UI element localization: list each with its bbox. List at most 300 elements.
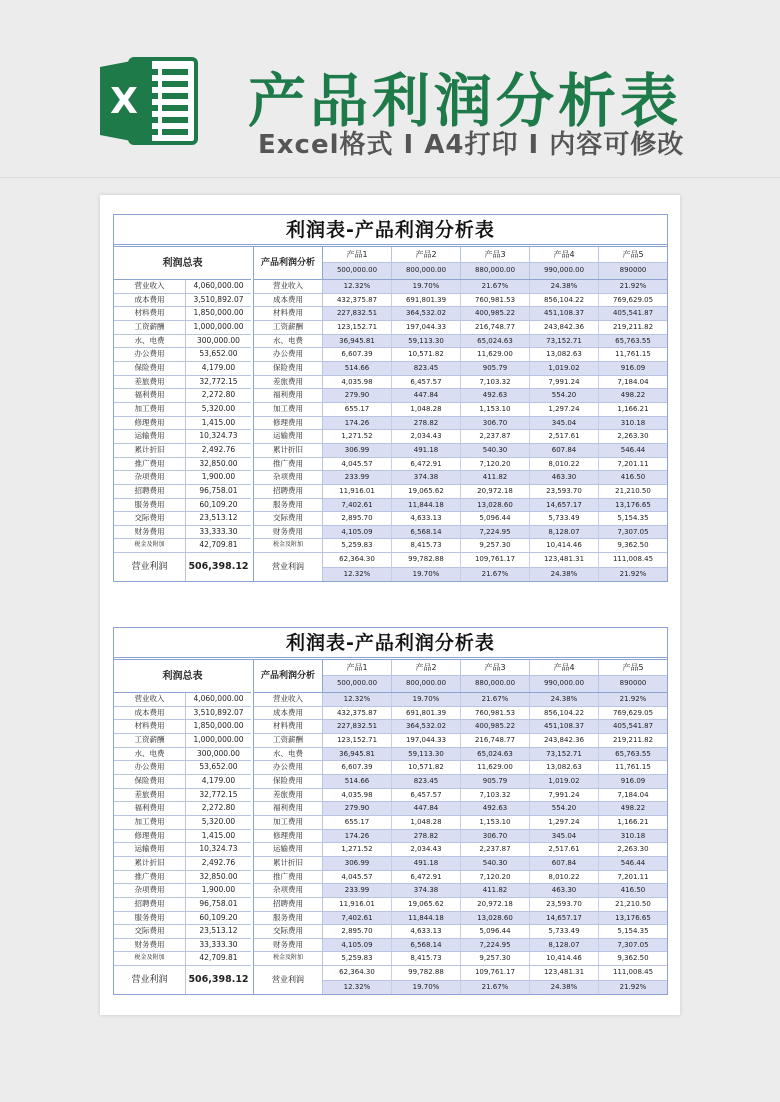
product-profit: 123,481.31 bbox=[543, 555, 585, 564]
product-profit-cell bbox=[323, 966, 392, 994]
table-title: 利润表-产品利润分析表 bbox=[114, 215, 667, 245]
product-row bbox=[254, 952, 667, 966]
product-row-value: 21.67% bbox=[461, 693, 530, 706]
product-row-label: 福利费用 bbox=[254, 802, 323, 815]
product-row-value: 374.38 bbox=[392, 471, 461, 484]
product-section bbox=[253, 660, 667, 994]
product-row-value: 823.45 bbox=[392, 775, 461, 788]
product-row-label: 杂项费用 bbox=[254, 471, 323, 484]
product-row-label: 成本费用 bbox=[254, 294, 323, 307]
header-divider bbox=[0, 177, 780, 178]
product-row-value: 546.44 bbox=[599, 857, 667, 870]
product-row-value: 6,607.39 bbox=[323, 761, 392, 774]
product-row-value: 2,263.30 bbox=[617, 432, 649, 441]
summary-row bbox=[114, 761, 251, 775]
product-row-value: 227,832.51 bbox=[323, 720, 392, 733]
product-row-value: 7,307.05 bbox=[599, 939, 667, 952]
summary-row bbox=[114, 539, 251, 553]
summary-row bbox=[114, 925, 251, 939]
summary-row-value: 1,850,000.00 bbox=[193, 308, 244, 318]
product-row bbox=[254, 748, 667, 762]
summary-row-value: 4,179.00 bbox=[201, 362, 236, 372]
summary-row-label: 推广费用 bbox=[114, 871, 186, 884]
product-row bbox=[254, 471, 667, 485]
product-row-value: 2,034.43 bbox=[392, 843, 461, 856]
product-row-label: 税金及附加 bbox=[254, 539, 323, 552]
summary-row-value: 32,772.15 bbox=[199, 789, 238, 799]
summary-row-value: 42,709.81 bbox=[199, 953, 238, 963]
summary-footer-label: 营业利润 bbox=[114, 553, 186, 581]
product-row-value: 19,065.62 bbox=[392, 898, 461, 911]
summary-row-value: 53,652.00 bbox=[199, 349, 238, 359]
product-row-value: 7,224.95 bbox=[461, 526, 530, 539]
table-grid bbox=[114, 660, 667, 994]
product-row-value: 21.92% bbox=[599, 693, 667, 706]
summary-header: 利润总表 bbox=[114, 660, 251, 693]
product-profit-cell bbox=[323, 553, 392, 581]
product-column bbox=[530, 247, 599, 279]
product-row-value: 491.18 bbox=[392, 857, 461, 870]
summary-row-label: 招聘费用 bbox=[114, 485, 186, 498]
summary-row-value: 1,000,000.00 bbox=[193, 321, 244, 331]
product-row-value: 21.67% bbox=[461, 280, 530, 293]
product-row-value: 174.26 bbox=[323, 830, 392, 843]
summary-row-label: 运输费用 bbox=[114, 843, 186, 856]
product-row-value: 7,120.20 bbox=[461, 871, 530, 884]
product-row-value: 400,985.22 bbox=[461, 307, 530, 320]
product-row-value: 14,657.17 bbox=[530, 499, 599, 512]
product-name: 产品1 bbox=[323, 660, 391, 676]
product-row-value: 10,414.46 bbox=[530, 952, 599, 965]
product-row bbox=[254, 307, 667, 321]
product-profit-rate: 21.92% bbox=[599, 567, 667, 582]
product-row-value: 416.50 bbox=[599, 471, 667, 484]
product-row-value: 5,259.83 bbox=[323, 952, 392, 965]
product-row-value: 8,128.07 bbox=[530, 526, 599, 539]
product-row-value: 4,633.13 bbox=[392, 925, 461, 938]
product-row bbox=[254, 761, 667, 775]
summary-row bbox=[114, 802, 251, 816]
product-row-value: 310.18 bbox=[599, 830, 667, 843]
svg-text:X: X bbox=[110, 81, 138, 122]
summary-row-label: 材料费用 bbox=[114, 307, 186, 320]
product-row-value: 219,211.82 bbox=[612, 735, 654, 744]
summary-row-value: 96,758.01 bbox=[199, 485, 238, 495]
product-name: 产品4 bbox=[530, 660, 598, 676]
product-row-value: 36,945.81 bbox=[323, 748, 392, 761]
product-row-value: 1,271.52 bbox=[323, 843, 392, 856]
summary-footer-value: 506,398.12 bbox=[188, 561, 249, 573]
summary-row bbox=[114, 376, 251, 390]
product-row-value: 216,748.77 bbox=[461, 734, 530, 747]
product-revenue: 500,000.00 bbox=[323, 676, 391, 692]
product-row bbox=[254, 403, 667, 417]
summary-row-value: 2,272.80 bbox=[201, 390, 236, 400]
summary-row bbox=[114, 471, 251, 485]
product-row-value: 7,184.04 bbox=[617, 790, 649, 799]
product-row-value: 905.79 bbox=[461, 775, 530, 788]
product-row-value: 6,472.91 bbox=[392, 458, 461, 471]
product-row bbox=[254, 335, 667, 349]
product-row-value: 2,263.30 bbox=[617, 845, 649, 854]
summary-row-label: 材料费用 bbox=[114, 720, 186, 733]
product-row-value: 540.30 bbox=[461, 857, 530, 870]
product-row-value: 11,844.18 bbox=[392, 912, 461, 925]
product-row-value: 197,044.33 bbox=[392, 734, 461, 747]
product-row-value: 5,096.44 bbox=[461, 512, 530, 525]
summary-row-value: 1,415.00 bbox=[201, 830, 236, 840]
product-profit: 109,761.17 bbox=[474, 968, 516, 977]
product-row-value: 9,257.30 bbox=[461, 952, 530, 965]
product-row-value: 447.84 bbox=[392, 802, 461, 815]
summary-row bbox=[114, 348, 251, 362]
product-row-value: 6,568.14 bbox=[392, 526, 461, 539]
summary-row-label: 财务费用 bbox=[114, 526, 186, 539]
summary-row-label: 交际费用 bbox=[114, 512, 186, 525]
product-row-value: 65,763.55 bbox=[599, 748, 667, 761]
summary-row bbox=[114, 526, 251, 540]
product-row-value: 11,916.01 bbox=[323, 485, 392, 498]
product-row-value: 7,991.24 bbox=[530, 376, 599, 389]
product-row bbox=[254, 830, 667, 844]
product-row-label: 营业收入 bbox=[254, 693, 323, 706]
product-revenue: 990,000.00 bbox=[530, 676, 598, 692]
product-row-value: 4,105.09 bbox=[323, 526, 392, 539]
product-row-label: 招聘费用 bbox=[254, 485, 323, 498]
product-row-value: 233.99 bbox=[323, 884, 392, 897]
product-row-value: 306.99 bbox=[323, 857, 392, 870]
summary-row-label: 累计折旧 bbox=[114, 857, 186, 870]
product-row-value: 655.17 bbox=[323, 816, 392, 829]
product-row-label: 材料费用 bbox=[254, 720, 323, 733]
product-row-value: 10,571.82 bbox=[392, 761, 461, 774]
product-row-value: 607.84 bbox=[530, 857, 599, 870]
product-row-value: 123,152.71 bbox=[323, 734, 392, 747]
summary-row-value: 1,850,000.00 bbox=[193, 721, 244, 731]
product-row-value: 2,034.43 bbox=[392, 430, 461, 443]
table-title: 利润表-产品利润分析表 bbox=[114, 628, 667, 658]
summary-row bbox=[114, 734, 251, 748]
product-row-value: 6,472.91 bbox=[392, 871, 461, 884]
product-row-value: 9,362.50 bbox=[617, 954, 649, 963]
product-row-value: 7,120.20 bbox=[461, 458, 530, 471]
product-header-title: 产品利润分析 bbox=[254, 247, 323, 279]
product-row-value: 227,832.51 bbox=[323, 307, 392, 320]
summary-row bbox=[114, 830, 251, 844]
summary-row-label: 营业收入 bbox=[114, 693, 186, 706]
product-row-value: 451,108.37 bbox=[530, 307, 599, 320]
product-row-value: 463.30 bbox=[530, 884, 599, 897]
summary-row-label: 差旅费用 bbox=[114, 376, 186, 389]
summary-row-label: 交际费用 bbox=[114, 925, 186, 938]
summary-row-value: 2,272.80 bbox=[201, 803, 236, 813]
product-row-value: 19.70% bbox=[392, 280, 461, 293]
product-row-value: 769,629.05 bbox=[612, 295, 654, 304]
excel-logo-icon bbox=[100, 55, 200, 147]
product-row-value: 411.82 bbox=[461, 471, 530, 484]
product-row-label: 累计折旧 bbox=[254, 444, 323, 457]
profit-table-1 bbox=[113, 214, 668, 582]
product-row-value: 1,297.24 bbox=[530, 403, 599, 416]
product-row-value: 492.63 bbox=[461, 802, 530, 815]
product-column bbox=[461, 660, 530, 692]
product-row-label: 水、电费 bbox=[254, 748, 323, 761]
product-row-value: 405,541.87 bbox=[599, 307, 667, 320]
product-row bbox=[254, 512, 667, 526]
product-row-value: 23,593.70 bbox=[530, 898, 599, 911]
product-row-value: 13,176.65 bbox=[599, 912, 667, 925]
product-row-value: 498.22 bbox=[599, 802, 667, 815]
product-column bbox=[599, 660, 667, 692]
product-row-label: 运输费用 bbox=[254, 430, 323, 443]
product-row bbox=[254, 898, 667, 912]
product-row-value: 65,024.63 bbox=[461, 748, 530, 761]
product-row bbox=[254, 280, 667, 294]
product-row bbox=[254, 348, 667, 362]
product-profit-cell bbox=[599, 553, 667, 581]
product-row-value: 13,028.60 bbox=[461, 499, 530, 512]
product-name: 产品3 bbox=[461, 660, 529, 676]
product-header bbox=[254, 247, 667, 280]
summary-row-label: 累计折旧 bbox=[114, 444, 186, 457]
product-row-value: 7,103.32 bbox=[461, 376, 530, 389]
product-row bbox=[254, 294, 667, 308]
product-name: 产品2 bbox=[392, 247, 460, 263]
product-row-label: 服务费用 bbox=[254, 499, 323, 512]
product-row-value: 219,211.82 bbox=[612, 322, 654, 331]
summary-row-value: 32,772.15 bbox=[199, 376, 238, 386]
summary-row-value: 32,850.00 bbox=[199, 458, 238, 468]
product-row-value: 8,010.22 bbox=[530, 871, 599, 884]
product-revenue: 880,000.00 bbox=[461, 676, 529, 692]
product-column bbox=[530, 660, 599, 692]
summary-row-value: 4,060,000.00 bbox=[193, 281, 244, 290]
product-profit-rate: 21.92% bbox=[599, 980, 667, 995]
product-column bbox=[461, 247, 530, 279]
summary-row bbox=[114, 748, 251, 762]
summary-rows bbox=[114, 280, 251, 553]
product-row-value: 10,571.82 bbox=[392, 348, 461, 361]
product-column bbox=[323, 660, 392, 692]
summary-row-value: 10,324.73 bbox=[199, 844, 238, 854]
summary-row-value: 1,900.00 bbox=[201, 885, 236, 895]
product-row-label: 推广费用 bbox=[254, 871, 323, 884]
summary-row-label: 福利费用 bbox=[114, 389, 186, 402]
product-revenue: 500,000.00 bbox=[323, 263, 391, 279]
summary-row bbox=[114, 444, 251, 458]
product-profit: 111,008.45 bbox=[612, 968, 654, 977]
product-name: 产品2 bbox=[392, 660, 460, 676]
product-row-value: 21,210.50 bbox=[615, 486, 651, 495]
product-row bbox=[254, 321, 667, 335]
product-row-value: 13,082.63 bbox=[530, 761, 599, 774]
product-profit: 62,364.30 bbox=[339, 968, 375, 977]
product-row bbox=[254, 884, 667, 898]
product-row-value: 607.84 bbox=[530, 444, 599, 457]
product-row-label: 营业收入 bbox=[254, 280, 323, 293]
summary-row-value: 4,060,000.00 bbox=[193, 694, 244, 703]
summary-row-value: 33,333.30 bbox=[199, 526, 238, 536]
product-row-label: 累计折旧 bbox=[254, 857, 323, 870]
summary-row bbox=[114, 307, 251, 321]
product-row-value: 197,044.33 bbox=[392, 321, 461, 334]
product-revenue: 800,000.00 bbox=[392, 263, 460, 279]
summary-row-label: 加工费用 bbox=[114, 403, 186, 416]
product-row bbox=[254, 707, 667, 721]
product-profit-rate: 21.67% bbox=[461, 567, 529, 582]
product-row-value: 4,105.09 bbox=[323, 939, 392, 952]
product-profit: 109,761.17 bbox=[474, 555, 516, 564]
product-row-value: 856,104.22 bbox=[530, 294, 599, 307]
summary-row bbox=[114, 280, 251, 294]
summary-row bbox=[114, 775, 251, 789]
summary-footer-value: 506,398.12 bbox=[188, 974, 249, 986]
summary-row-value: 3,510,892.07 bbox=[193, 294, 244, 304]
summary-row-label: 服务费用 bbox=[114, 499, 186, 512]
product-row-value: 7,184.04 bbox=[617, 377, 649, 386]
product-rows bbox=[254, 693, 667, 966]
summary-row bbox=[114, 403, 251, 417]
product-row-value: 11,761.15 bbox=[615, 763, 651, 772]
product-row-value: 498.22 bbox=[599, 389, 667, 402]
product-row-value: 2,517.61 bbox=[530, 843, 599, 856]
product-row-value: 279.90 bbox=[323, 802, 392, 815]
product-row-label: 财务费用 bbox=[254, 526, 323, 539]
product-row-label: 工资薪酬 bbox=[254, 321, 323, 334]
product-row-value: 12.32% bbox=[323, 693, 392, 706]
summary-row bbox=[114, 458, 251, 472]
product-row-label: 工资薪酬 bbox=[254, 734, 323, 747]
product-row-value: 1,153.10 bbox=[461, 816, 530, 829]
summary-row bbox=[114, 294, 251, 308]
summary-row bbox=[114, 912, 251, 926]
product-row-value: 554.20 bbox=[530, 389, 599, 402]
product-row-value: 823.45 bbox=[392, 362, 461, 375]
product-revenue: 890000 bbox=[599, 263, 667, 279]
summary-section bbox=[114, 660, 253, 994]
summary-footer bbox=[114, 966, 251, 994]
product-row-label: 加工费用 bbox=[254, 403, 323, 416]
product-row-value: 73,152.71 bbox=[530, 748, 599, 761]
product-row-value: 24.38% bbox=[530, 693, 599, 706]
product-row-value: 411.82 bbox=[461, 884, 530, 897]
product-revenue: 800,000.00 bbox=[392, 676, 460, 692]
summary-row bbox=[114, 857, 251, 871]
product-footer bbox=[254, 966, 667, 994]
product-row-value: 655.17 bbox=[323, 403, 392, 416]
product-row-value: 546.44 bbox=[599, 444, 667, 457]
product-name: 产品1 bbox=[323, 247, 391, 263]
product-row-value: 364,532.02 bbox=[392, 307, 461, 320]
product-row-value: 2,517.61 bbox=[530, 430, 599, 443]
product-row-value: 23,593.70 bbox=[530, 485, 599, 498]
product-row-value: 4,045.57 bbox=[323, 871, 392, 884]
product-row bbox=[254, 939, 667, 953]
product-row-value: 4,035.98 bbox=[323, 376, 392, 389]
summary-row-label: 工资薪酬 bbox=[114, 321, 186, 334]
summary-row-label: 加工费用 bbox=[114, 816, 186, 829]
product-profit: 111,008.45 bbox=[612, 555, 654, 564]
product-profit-cell bbox=[461, 966, 530, 994]
product-row-label: 服务费用 bbox=[254, 912, 323, 925]
product-row-value: 11,844.18 bbox=[392, 499, 461, 512]
product-row bbox=[254, 539, 667, 553]
product-row bbox=[254, 871, 667, 885]
summary-header: 利润总表 bbox=[114, 247, 251, 280]
product-row-value: 6,607.39 bbox=[323, 348, 392, 361]
product-row-label: 运输费用 bbox=[254, 843, 323, 856]
document-sheet bbox=[100, 195, 680, 1015]
summary-row-label: 修理费用 bbox=[114, 417, 186, 430]
product-row-value: 8,128.07 bbox=[530, 939, 599, 952]
product-row bbox=[254, 925, 667, 939]
summary-row-label: 水、电费 bbox=[114, 335, 186, 348]
product-row-value: 7,402.61 bbox=[323, 499, 392, 512]
product-row-value: 7,201.11 bbox=[617, 872, 649, 881]
product-profit-cell bbox=[392, 553, 461, 581]
summary-row-label: 杂项费用 bbox=[114, 884, 186, 897]
product-name: 产品3 bbox=[461, 247, 529, 263]
product-row bbox=[254, 376, 667, 390]
product-row bbox=[254, 430, 667, 444]
product-row-value: 20,972.18 bbox=[461, 485, 530, 498]
summary-row-value: 1,000,000.00 bbox=[193, 734, 244, 744]
summary-row-label: 保险费用 bbox=[114, 775, 186, 788]
page-subtitle: Excel格式 I A4打印 I 内容可修改 bbox=[258, 130, 685, 160]
product-row-value: 5,733.49 bbox=[530, 512, 599, 525]
product-row-value: 5,154.35 bbox=[617, 927, 649, 936]
summary-row-value: 23,513.12 bbox=[199, 513, 238, 523]
product-row-value: 19.70% bbox=[392, 693, 461, 706]
product-row-value: 7,307.05 bbox=[599, 526, 667, 539]
product-row-label: 加工费用 bbox=[254, 816, 323, 829]
summary-row-label: 福利费用 bbox=[114, 802, 186, 815]
product-row bbox=[254, 444, 667, 458]
product-profit-rate: 19.70% bbox=[392, 567, 460, 582]
product-row-label: 差旅费用 bbox=[254, 376, 323, 389]
product-row-value: 1,019.02 bbox=[530, 775, 599, 788]
product-row bbox=[254, 843, 667, 857]
summary-row bbox=[114, 335, 251, 349]
summary-row-label: 成本费用 bbox=[114, 707, 186, 720]
product-row-value: 345.04 bbox=[530, 830, 599, 843]
product-row-value: 400,985.22 bbox=[461, 720, 530, 733]
summary-row-value: 2,492.76 bbox=[201, 444, 236, 454]
summary-row-label: 成本费用 bbox=[114, 294, 186, 307]
product-row-value: 216,748.77 bbox=[461, 321, 530, 334]
summary-row-value: 96,758.01 bbox=[199, 898, 238, 908]
summary-row bbox=[114, 499, 251, 513]
product-row bbox=[254, 485, 667, 499]
summary-row-label: 税金及附加 bbox=[114, 539, 186, 552]
product-row-value: 6,568.14 bbox=[392, 939, 461, 952]
product-row-label: 差旅费用 bbox=[254, 789, 323, 802]
product-row-value: 7,103.32 bbox=[461, 789, 530, 802]
product-row-value: 59,113.30 bbox=[392, 748, 461, 761]
product-row-label: 办公费用 bbox=[254, 761, 323, 774]
product-row bbox=[254, 789, 667, 803]
product-profit: 99,782.88 bbox=[408, 968, 444, 977]
product-row-value: 1,297.24 bbox=[530, 816, 599, 829]
summary-row bbox=[114, 693, 251, 707]
product-row-label: 招聘费用 bbox=[254, 898, 323, 911]
summary-row bbox=[114, 952, 251, 966]
product-row-value: 7,402.61 bbox=[323, 912, 392, 925]
product-row-label: 保险费用 bbox=[254, 362, 323, 375]
summary-row-label: 工资薪酬 bbox=[114, 734, 186, 747]
product-row-value: 856,104.22 bbox=[530, 707, 599, 720]
product-row-value: 1,153.10 bbox=[461, 403, 530, 416]
